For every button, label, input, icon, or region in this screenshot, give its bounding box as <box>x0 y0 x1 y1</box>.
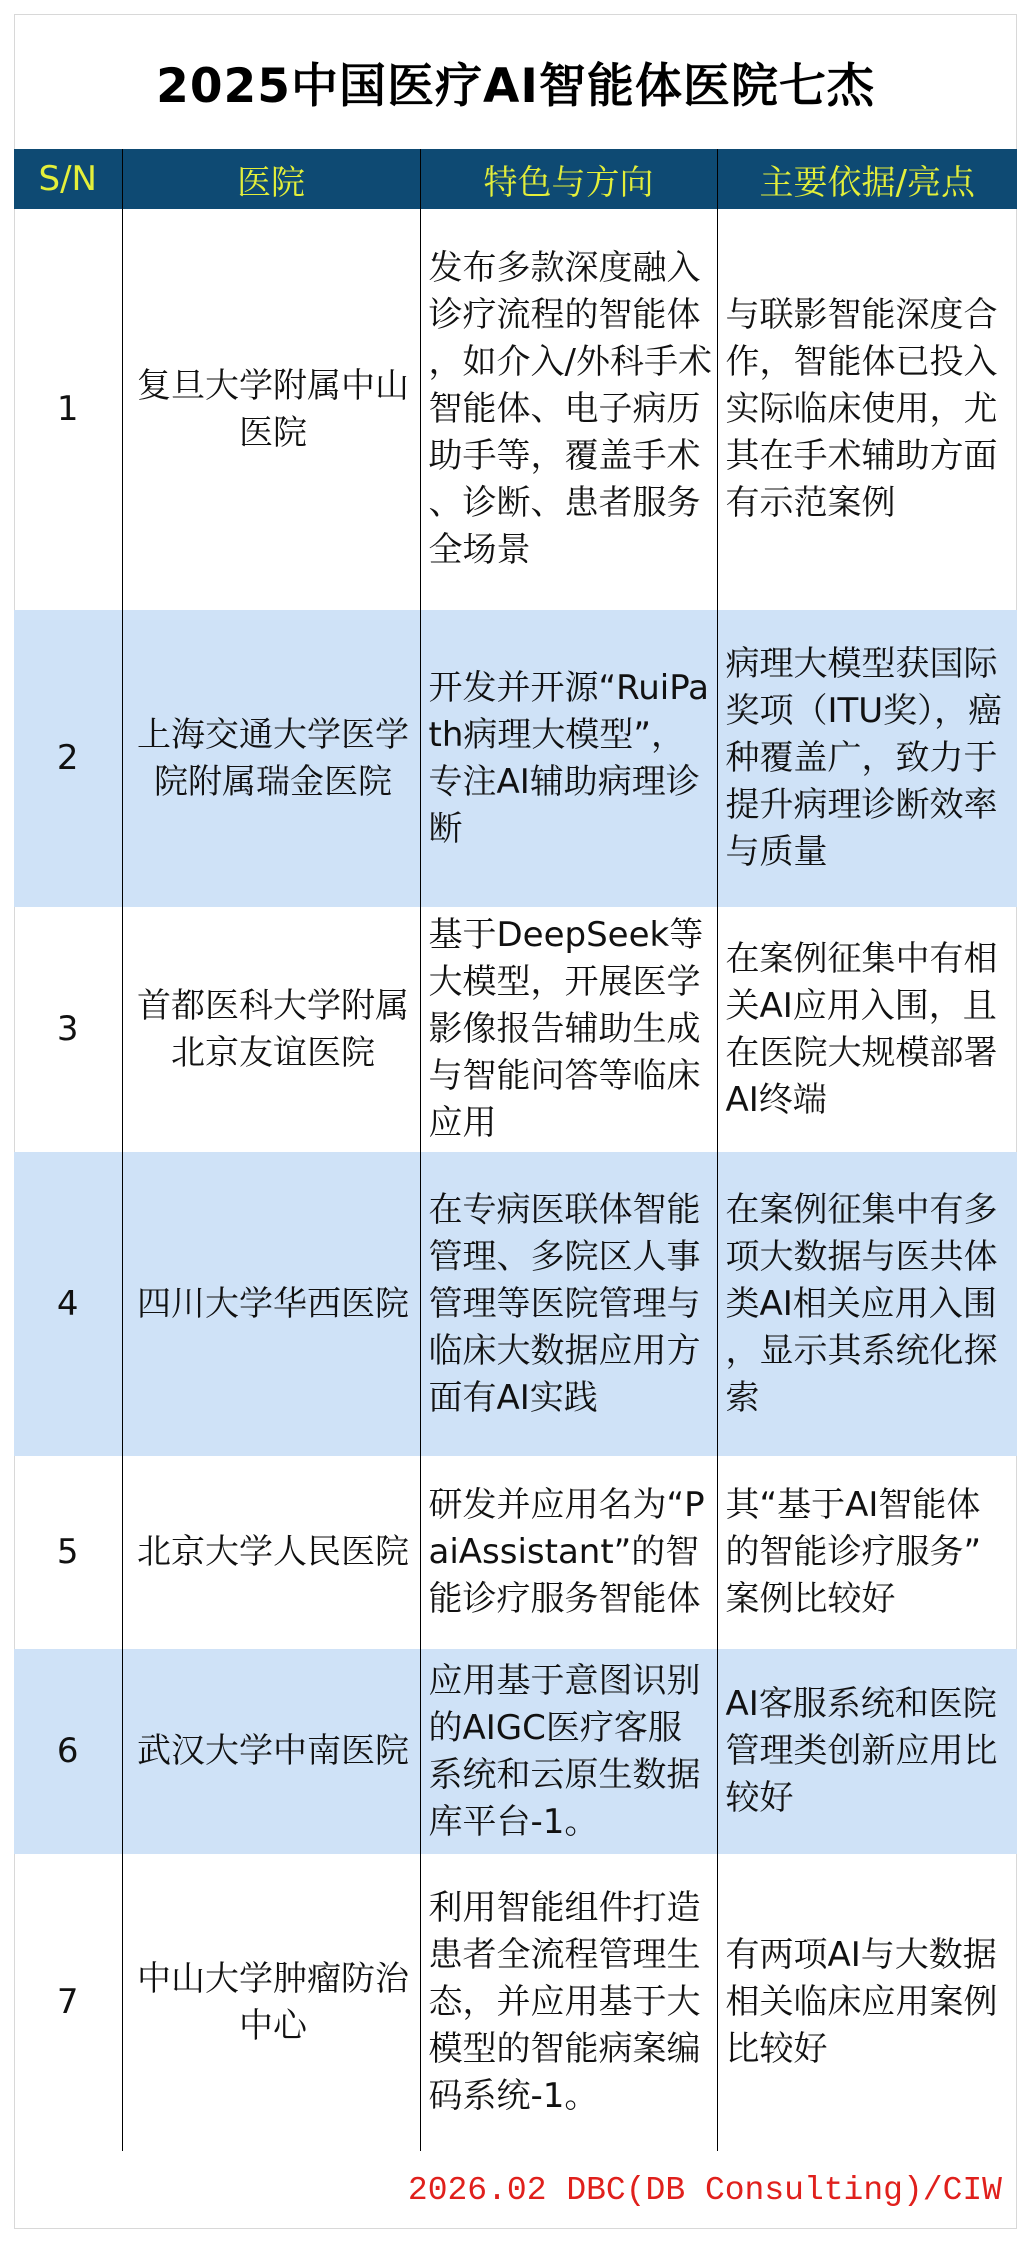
hospital-cell: 北京大学人民医院 <box>122 1456 420 1649</box>
table-row <box>14 610 1017 907</box>
table-header-row <box>14 149 1017 209</box>
hospital-cell: 四川大学华西医院 <box>122 1152 420 1456</box>
highlight-cell: 在案例征集中有相关AI应用入围，且在医院大规模部署AI终端 <box>717 907 1017 1152</box>
feature-cell: 开发并开源“RuiPath病理大模型”，专注AI辅助病理诊断 <box>420 610 717 907</box>
header-highlight: 主要依据/亮点 <box>717 149 1017 209</box>
hospital-cell: 首都医科大学附属北京友谊医院 <box>122 907 420 1152</box>
highlight-cell: 有两项AI与大数据相关临床应用案例比较好 <box>717 1854 1017 2151</box>
feature-cell: 利用智能组件打造患者全流程管理生态，并应用基于大模型的智能病案编码系统-1。 <box>420 1854 717 2151</box>
highlight-cell: 在案例征集中有多项大数据与医共体类AI相关应用入围，显示其系统化探索 <box>717 1152 1017 1456</box>
highlight-cell: AI客服系统和医院管理类创新应用比较好 <box>717 1649 1017 1854</box>
table-row <box>14 907 1017 1152</box>
feature-cell: 应用基于意图识别的AIGC医疗客服系统和云原生数据库平台-1。 <box>420 1649 717 1854</box>
sn-cell: 5 <box>56 1532 79 1572</box>
sn-cell: 4 <box>14 1152 122 1456</box>
header-sn: S/N <box>14 149 122 209</box>
feature-cell: 研发并应用名为“PaiAssistant”的智能诊疗服务智能体 <box>420 1456 717 1649</box>
table-row <box>14 209 1017 610</box>
table-row <box>14 1152 1017 1456</box>
table-row <box>14 1456 1017 1649</box>
footer-credit: 2026.02 DBC(DB Consulting)/CIW <box>407 2171 1002 2209</box>
hospital-cell: 武汉大学中南医院 <box>122 1649 420 1854</box>
hospital-cell: 上海交通大学医学院附属瑞金医院 <box>122 610 420 907</box>
page-title: 2025中国医疗AI智能体医院七杰 <box>156 58 875 114</box>
highlight-cell: 与联影智能深度合作，智能体已投入实际临床使用，尤其在手术辅助方面有示范案例 <box>717 209 1017 610</box>
highlight-cell: 其“基于AI智能体的智能诊疗服务”案例比较好 <box>717 1456 1017 1649</box>
table-row <box>14 1649 1017 1854</box>
header-feature: 特色与方向 <box>420 149 717 209</box>
table-row <box>14 1854 1017 2151</box>
hospital-table <box>14 149 1017 2151</box>
document-frame <box>14 14 1017 2229</box>
highlight-cell: 病理大模型获国际奖项（ITU奖），癌种覆盖广，致力于提升病理诊断效率与质量 <box>717 610 1017 907</box>
header-hospital: 医院 <box>122 149 420 209</box>
sn-cell: 7 <box>56 1982 79 2022</box>
sn-cell: 1 <box>56 389 79 429</box>
sn-cell: 6 <box>14 1649 122 1854</box>
hospital-cell: 中山大学肿瘤防治中心 <box>122 1854 420 2151</box>
feature-cell: 在专病医联体智能管理、多院区人事管理等医院管理与临床大数据应用方面有AI实践 <box>420 1152 717 1456</box>
hospital-cell: 复旦大学附属中山医院 <box>122 209 420 610</box>
sn-cell: 3 <box>56 1009 79 1049</box>
feature-cell: 基于DeepSeek等大模型，开展医学影像报告辅助生成与智能问答等临床应用 <box>420 907 717 1152</box>
sn-cell: 2 <box>14 610 122 907</box>
feature-cell: 发布多款深度融入诊疗流程的智能体，如介入/外科手术智能体、电子病历助手等，覆盖手术、诊断、患者服务全场景 <box>420 209 717 610</box>
